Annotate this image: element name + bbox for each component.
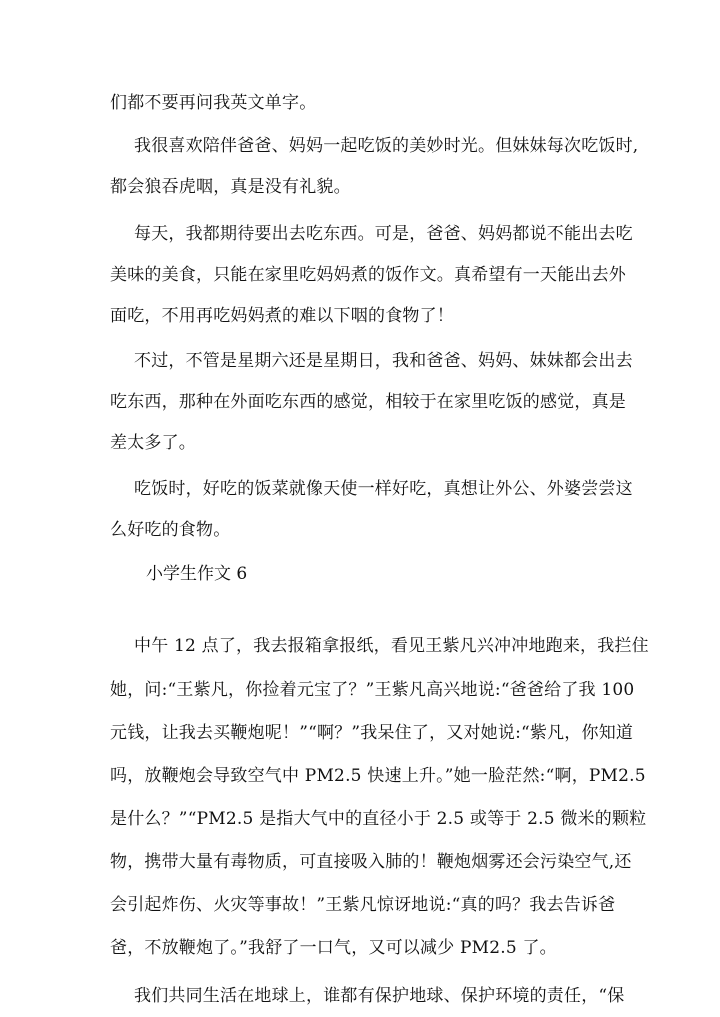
text-line: 吗，放鞭炮会导致空气中 PM2.5 快速上升。”她一脸茫然:“啊，PM2.5	[110, 766, 646, 786]
text-line: 么好吃的食物。	[110, 520, 231, 540]
text-line: 会引起炸伤、火灾等事故！”王紫凡惊讶地说:“真的吗？我去告诉爸	[110, 895, 616, 915]
text-line: 面吃，不用再吃妈妈煮的难以下咽的食物了！	[110, 306, 454, 326]
text-line: 她，问:“王紫凡，你捡着元宝了？”王紫凡高兴地说:“爸爸给了我 100	[110, 680, 635, 700]
text-line: 们都不要再问我英文单字。	[110, 93, 317, 113]
section-heading: 小学生作文 6	[146, 564, 248, 584]
text-line: 吃饭时，好吃的饭菜就像天使一样好吃，真想让外公、外婆尝尝这	[134, 479, 633, 499]
text-line: 差太多了。	[110, 433, 196, 453]
text-line: 爸，不放鞭炮了。”我舒了一口气，又可以减少 PM2.5 了。	[110, 938, 557, 958]
text-line: 我们共同生活在地球上，谁都有保护地球、保护环境的责任，“保	[134, 986, 625, 1006]
text-line: 我很喜欢陪伴爸爸、妈妈一起吃饭的美妙时光。但妹妹每次吃饭时,	[134, 136, 639, 156]
text-line: 不过，不管是星期六还是星期日，我和爸爸、妈妈、妹妹都会出去	[134, 351, 633, 371]
text-line: 中午 12 点了，我去报箱拿报纸，看见王紫凡兴冲冲地跑来，我拦住	[134, 636, 649, 656]
text-line: 是什么？”“PM2.5 是指大气中的直径小于 2.5 或等于 2.5 微米的颗粒	[110, 809, 647, 829]
text-line: 美味的美食，只能在家里吃妈妈煮的饭作文。真希望有一天能出去外	[110, 265, 626, 285]
text-line: 吃东西，那种在外面吃东西的感觉，相较于在家里吃饭的感觉，真是	[110, 392, 626, 412]
text-line: 物，携带大量有毒物质，可直接吸入肺的！鞭炮烟雾还会污染空气,还	[110, 852, 632, 872]
text-line: 元钱，让我去买鞭炮呢！”“啊？”我呆住了，又对她说:“紫凡，你知道	[110, 723, 634, 743]
text-line: 每天，我都期待要出去吃东西。可是，爸爸、妈妈都说不能出去吃	[134, 224, 633, 244]
text-line: 都会狼吞虎咽，真是没有礼貌。	[110, 177, 351, 197]
